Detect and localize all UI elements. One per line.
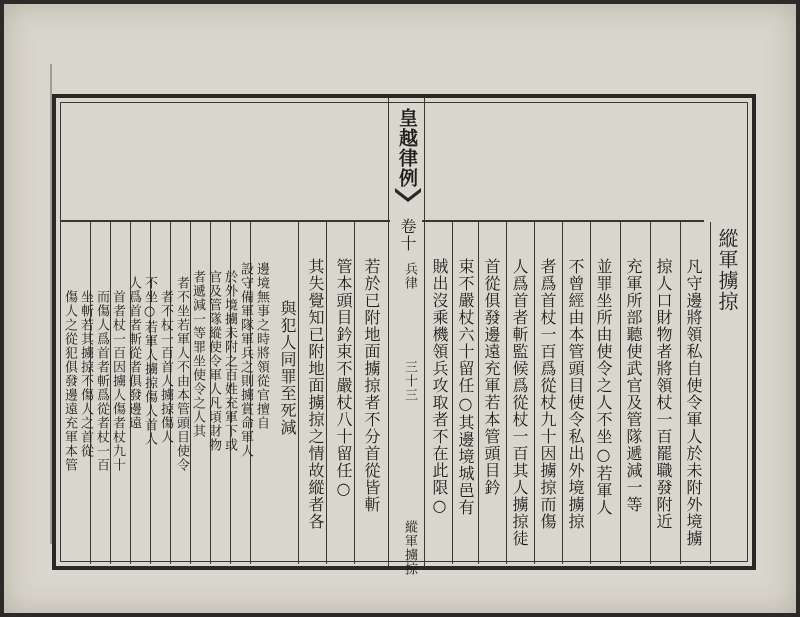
text-column: 充軍所部聽使武官及管隊遞減一等 (624, 258, 643, 513)
note-column: 首者杖一百因擄人傷者杖九十 (110, 290, 125, 472)
text-column: 並罪坐所由使令之人不坐○若軍人 (594, 258, 613, 516)
column-rule (650, 222, 651, 564)
note-column: 設守備軍隊軍兵之則擄賞命軍人 (238, 262, 253, 458)
column-rule (680, 222, 681, 564)
text-column: 掠人口財物者將領杖一百罷職發附近 (654, 258, 673, 530)
note-column: 而傷人爲首者斬爲從者杖一百 (94, 290, 109, 472)
spine-category: 兵律 (402, 262, 417, 290)
text-column: 不曾經由本管頭目使令私出外境擄掠 (566, 258, 585, 530)
column-rule (354, 222, 355, 564)
spine-page-number: 三十三 (402, 360, 417, 402)
column-rule (326, 222, 327, 564)
column-rule (562, 222, 563, 564)
note-column: 者遞減一等罪坐使令之人其 (190, 270, 205, 438)
text-column: 凡守邊將領私自使令軍人於未附外境擄 (684, 258, 703, 547)
text-column: 其失覺知已附地面擄掠之情故縱者各 (306, 258, 325, 530)
spine-section: 縱軍擄掠 (402, 520, 417, 576)
note-column: 傷人之從犯俱發邊遠充軍本管 (62, 290, 77, 472)
column-rule (590, 222, 591, 564)
text-column: 賊出沒乘機領兵攻取者不在此限○ (430, 258, 449, 516)
note-column: 者不杖一百首人擄掠傷人 (158, 290, 173, 444)
text-column: 管本頭目鈐束不嚴杖八十留任○ (334, 258, 353, 499)
column-rule (506, 222, 507, 564)
column-rule (478, 222, 479, 564)
text-column: 者爲首杖一百爲從杖九十因擄掠而傷 (538, 258, 557, 530)
adjacent-page-edge (10, 64, 52, 544)
text-column: 人爲首者斬監候爲從杖一百其人擄掠徒 (510, 258, 529, 547)
column-rule (452, 222, 453, 564)
note-column: 者不坐若軍人不由本管頭目使令 (174, 276, 189, 472)
spine-volume: 卷十 (398, 218, 417, 252)
header-divider-right (422, 220, 704, 222)
column-rule (620, 222, 621, 564)
note-column: 坐斬若其擄掠不傷人之首從 (78, 290, 93, 458)
section-heading: 縱軍擄掠 (715, 228, 739, 312)
fish-tail-mark-icon (393, 186, 423, 208)
note-column: 不坐○若軍人擄掠傷人首人 (142, 276, 157, 446)
column-rule (710, 222, 711, 564)
text-column: 若於已附地面擄掠者不分首從皆斬 (362, 258, 381, 513)
note-column: 於外境擄未附之百姓充軍下或 (222, 270, 237, 452)
spine-title: 皇越律例 (396, 108, 418, 188)
note-column: 邊境無事之時將領從官擅自 (254, 262, 269, 430)
column-rule (534, 222, 535, 564)
text-column: 與犯人同罪至死減 (278, 300, 297, 436)
note-column: 官及管隊縱使令軍人凡頃財物 (206, 270, 221, 452)
spine-left-line (388, 98, 389, 566)
text-column: 首從俱發邊遠充軍若本管頭目鈐 (482, 258, 501, 496)
column-rule (298, 222, 299, 564)
note-column: 人爲首者斬從者俱發邊遠 (126, 276, 141, 430)
text-column: 束不嚴杖六十留任○其邊境城邑有 (456, 258, 475, 516)
spine-right-line (424, 98, 425, 566)
